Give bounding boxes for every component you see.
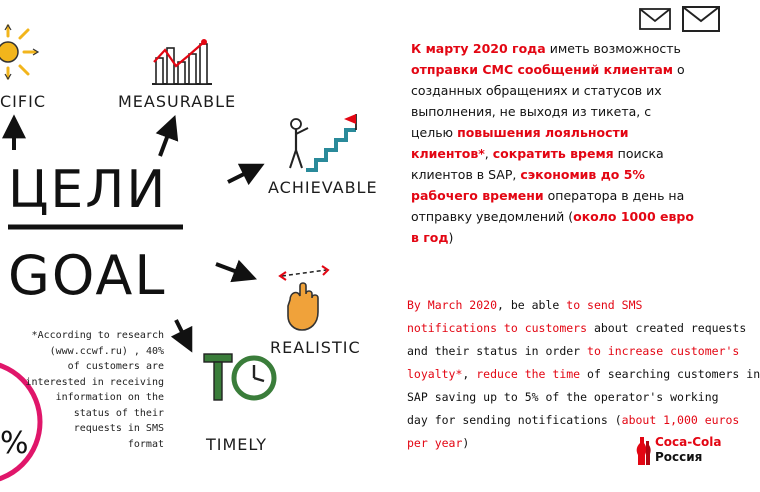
highlighted-phrase: to send SMS (566, 298, 643, 312)
text-segment: , (484, 146, 493, 161)
highlighted-phrase: notifications to customers (407, 321, 588, 335)
title-russian: ЦЕЛИ (8, 160, 168, 220)
highlighted-phrase: К марту 2020 года (411, 41, 546, 56)
paragraph-line (407, 340, 740, 363)
footnote-line: *According to research (31, 330, 164, 341)
footnote-line: requests in SMS (73, 423, 164, 434)
brand-logo (633, 433, 723, 473)
footnote-line: interested in receiving (25, 376, 164, 388)
highlighted-phrase: about 1,000 euros (621, 413, 740, 427)
highlighted-phrase: клиентов* (411, 146, 485, 161)
text-segment: of searching customers in (580, 367, 760, 381)
text-segment: about created requests (587, 321, 747, 335)
paragraph-line (411, 101, 716, 122)
highlighted-phrase: сократить время (492, 146, 614, 161)
text-segment: ) (462, 436, 470, 450)
paragraph-line (411, 143, 716, 164)
bottle-icon (635, 435, 653, 467)
paragraph-line (411, 227, 716, 248)
text-segment: SAP saving up to 5% of the operator's working (407, 390, 719, 404)
text-segment: оператора в день на (543, 188, 685, 203)
text-segment: отправку уведомлений ( (411, 209, 574, 224)
highlighted-phrase: per year (407, 436, 463, 450)
text-segment: о (673, 62, 685, 77)
smart-label-realistic: REALISTIC (270, 338, 361, 357)
paragraph-line (407, 317, 747, 340)
paragraph-line (411, 164, 716, 185)
text-segment: созданных обращениях и статусов их (411, 83, 662, 98)
text-segment: , be able (497, 298, 567, 312)
paragraph-line (407, 363, 760, 386)
paragraph-line (411, 206, 716, 227)
goal-text-english (407, 294, 760, 455)
smart-label-measurable: MEASURABLE (118, 92, 237, 111)
goal-description-panel (405, 0, 760, 480)
paragraph-line (411, 38, 716, 59)
smart-label-achievable: ACHIEVABLE (268, 178, 378, 197)
text-segment: , (462, 367, 477, 381)
smart-label-timely: TIMELY (206, 435, 267, 454)
text-segment: ) (448, 230, 454, 245)
text-segment: and their status in order (407, 344, 588, 358)
highlighted-phrase: отправки СМС сообщений клиентам (411, 62, 674, 77)
paragraph-line (407, 409, 740, 432)
text-segment: выполнения, не выходя из тикета, с (411, 104, 652, 119)
paragraph-line (411, 185, 716, 206)
title-underline (8, 222, 183, 232)
text-segment: day for sending notifications ( (407, 413, 622, 427)
brand-name: Coca-Cola (655, 435, 722, 449)
percent-fragment: % (0, 426, 29, 461)
highlighted-phrase: повышения лояльности (457, 125, 629, 140)
highlighted-phrase: to increase customer's (587, 344, 740, 358)
paragraph-line (407, 294, 720, 317)
highlighted-phrase: сэкономив до 5% (520, 167, 645, 182)
footnote-line: information on the (55, 392, 164, 403)
paragraph-line (411, 80, 716, 101)
envelope-icon (638, 6, 672, 32)
highlighted-phrase: loyalty* (407, 367, 463, 381)
highlighted-phrase: около 1000 евро (573, 209, 694, 224)
smart-label-specific: CIFIC (0, 92, 46, 111)
text-segment: поиска (613, 146, 664, 161)
goal-text-russian (411, 38, 716, 248)
paragraph-line (411, 59, 716, 80)
text-segment: клиентов в SAP, (411, 167, 521, 182)
text-segment: целью (411, 125, 458, 140)
highlighted-phrase: By March 2020 (407, 298, 498, 312)
highlighted-phrase: рабочего времени (411, 188, 544, 203)
text-segment: иметь возможность (545, 41, 681, 56)
brand-region: Россия (655, 450, 703, 464)
paragraph-line (411, 122, 716, 143)
footnote-line: (www.ccwf.ru) , 40% (49, 345, 164, 357)
highlighted-phrase: в год (411, 230, 449, 245)
footnote-line: format (127, 438, 164, 450)
footnote-research (20, 328, 164, 452)
footnote-line: status of their (73, 407, 164, 419)
envelope-icon (681, 4, 720, 34)
paragraph-line (407, 386, 720, 409)
footnote-line: of customers are (67, 361, 164, 372)
highlighted-phrase: reduce the time (476, 367, 581, 381)
title-english: GOAL (8, 244, 167, 307)
